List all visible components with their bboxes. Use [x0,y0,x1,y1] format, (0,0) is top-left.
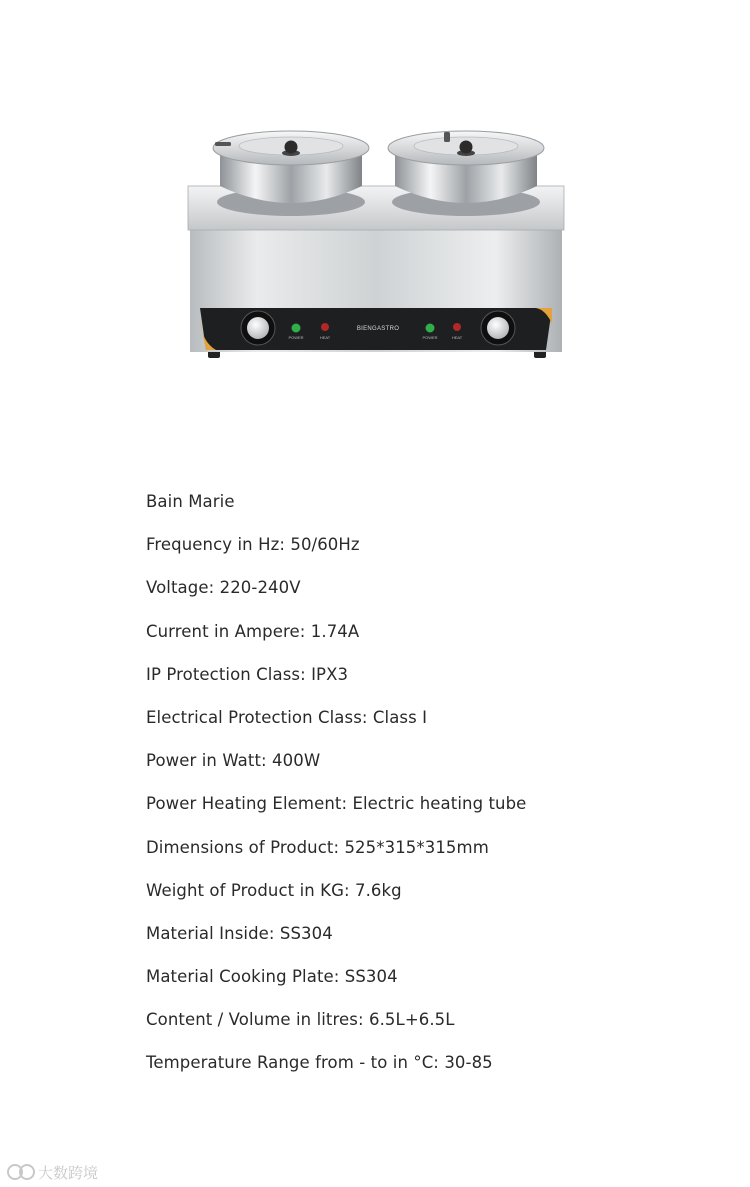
panel-brand-logo: BIENGASTRO [356,326,400,332]
left-temperature-knob[interactable] [247,317,269,339]
spec-power: Power in Watt: 400W [146,751,321,771]
spec-frequency: Frequency in Hz: 50/60Hz [146,535,360,555]
spec-volume: Content / Volume in litres: 6.5L+6.5L [146,1010,455,1030]
spec-ip-class: IP Protection Class: IPX3 [146,664,349,684]
spec-list [146,490,526,1095]
left-heat-label: HEAT [319,335,331,340]
spec-heating-element: Power Heating Element: Electric heating tube [146,794,527,814]
spec-material-inside: Material Inside: SS304 [146,923,333,943]
watermark-text: 大数跨境 [38,1163,99,1182]
spec-material-plate: Material Cooking Plate: SS304 [146,967,398,987]
spec-temperature-range: Temperature Range from - to in °C: 30-85 [146,1053,493,1073]
left-power-light [292,324,301,333]
left-heat-light [321,323,329,331]
spec-dimensions: Dimensions of Product: 525*315*315mm [146,837,489,857]
spec-electrical-class: Electrical Protection Class: Class I [146,707,428,727]
left-pot [213,131,369,203]
right-temperature-knob[interactable] [487,317,509,339]
spec-product-name: Bain Marie [146,492,235,511]
right-power-light [426,324,435,333]
right-heat-light [453,323,461,331]
right-heat-label: HEAT [451,335,463,340]
spec-voltage: Voltage: 220-240V [146,578,301,598]
right-pot [388,131,544,203]
spec-current: Current in Ampere: 1.74A [146,621,360,641]
product-image [180,120,570,370]
watermark [6,1160,98,1184]
left-power-label: POWER [288,335,304,340]
spec-weight: Weight of Product in KG: 7.6kg [146,880,402,900]
right-power-label: POWER [422,335,438,340]
watermark-logo-icon [6,1162,36,1182]
